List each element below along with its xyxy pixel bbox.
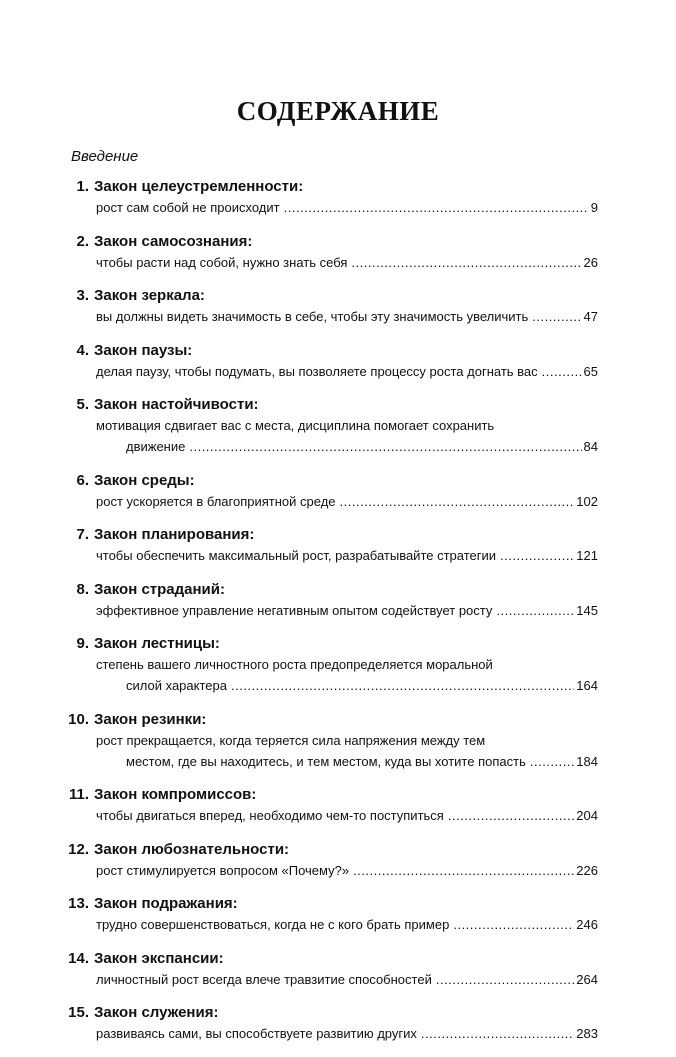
toc-entry	[0, 633, 676, 696]
toc-entry	[0, 285, 676, 327]
toc-entry-title: Закон настойчивости:	[94, 396, 259, 413]
toc-entry-page-number: 184	[576, 753, 598, 769]
toc-entry-title: Закон среды:	[94, 471, 195, 489]
toc-entry-subtitle: эффективное управление негативным опытом содействует росту	[96, 602, 493, 618]
toc-entry-number: 15.	[68, 1004, 89, 1021]
dot-leader	[189, 436, 581, 457]
dot-leader	[340, 491, 575, 512]
toc-entry-heading	[0, 285, 676, 306]
toc-entry-subtitle: местом, где вы находитесь, и тем местом, куда вы хотите попасть	[126, 753, 526, 769]
dot-leader	[421, 1023, 574, 1044]
dot-leader	[500, 545, 574, 566]
toc-entry	[0, 231, 676, 273]
toc-entry	[0, 176, 676, 218]
toc-entry-number: 8.	[76, 580, 89, 598]
toc-entry	[0, 784, 676, 826]
toc-entry-subtitle-line	[0, 361, 598, 382]
toc-entry-subtitle-line	[0, 914, 598, 935]
toc-entry-subtitle: рост стимулируется вопросом «Почему?»	[96, 862, 350, 878]
toc-entry-number: 14.	[68, 949, 89, 967]
toc-entry-subtitle: мотивация сдвигает вас с места, дисциплина помогает сохранить	[96, 418, 495, 433]
toc-entry-subtitle: развиваясь сами, вы способствуете развитию других	[96, 1026, 417, 1041]
toc-entry-heading	[0, 524, 676, 545]
toc-entry	[0, 1002, 676, 1044]
toc-entry-page-number: 65	[583, 363, 598, 379]
dot-leader	[448, 805, 574, 826]
toc-entry-page-number: 164	[576, 678, 598, 693]
toc-entry-subtitle-line	[0, 751, 598, 772]
toc-entry-subtitle: рост прекращается, когда теряется сила напряжения между тем	[96, 732, 486, 748]
toc-entry	[0, 839, 676, 881]
toc-entry-title: Закон лестницы:	[94, 635, 220, 652]
toc-entry-subtitle-line	[0, 969, 598, 990]
toc-entry-page-number: 9	[590, 200, 598, 215]
toc-entry-subtitle: движение	[126, 439, 186, 454]
toc-entry-number: 12.	[68, 840, 89, 858]
toc-entry-subtitle: рост сам собой не происходит	[96, 200, 280, 215]
toc-entry-heading	[0, 893, 676, 914]
toc-entry-subtitle-line	[0, 675, 598, 696]
toc-entry-subtitle-line	[0, 491, 598, 512]
dot-leader	[453, 914, 574, 935]
toc-entry-heading	[0, 839, 676, 860]
toc-entry	[0, 709, 676, 772]
toc-entry-page-number: 246	[576, 917, 598, 932]
toc-entry-subtitle: чтобы обеспечить максимальный рост, разрабатывайте стратегии	[96, 548, 497, 563]
toc-entry-number: 11.	[68, 786, 89, 803]
toc-entry-subtitle-line	[0, 545, 598, 566]
toc-entry-heading	[0, 579, 676, 600]
toc-entry-page-number: 226	[576, 862, 598, 878]
toc-entry-subtitle: силой характера	[126, 678, 227, 693]
dot-leader	[436, 969, 574, 990]
dot-leader	[351, 252, 581, 273]
dot-leader	[532, 306, 581, 327]
intro-heading: Введение	[71, 148, 139, 165]
toc-entry-subtitle-line	[0, 197, 598, 218]
toc-entry	[0, 948, 676, 990]
dot-leader	[530, 751, 574, 772]
toc-entry-heading	[0, 1002, 676, 1023]
toc-entry-heading	[0, 633, 676, 654]
toc-entry-title: Закон зеркала:	[94, 287, 205, 304]
toc-entry-subtitle: вы должны видеть значимость в себе, чтобы эту значимость увеличить	[96, 309, 529, 324]
toc-entry-page-number: 47	[583, 309, 598, 324]
toc-entry-number: 3.	[76, 287, 89, 304]
page-title: СОДЕРЖАНИЕ	[236, 96, 440, 126]
table-of-contents	[0, 176, 676, 1057]
toc-entry-title: Закон резинки:	[94, 710, 207, 728]
toc-entry-heading	[0, 394, 676, 415]
toc-entry	[0, 470, 676, 512]
toc-entry-number: 7.	[76, 526, 89, 543]
toc-entry-subtitle: личностный рост всегда влече травзитие способностей	[96, 971, 432, 987]
toc-entry-page-number: 121	[576, 548, 598, 563]
toc-entry-page-number: 204	[576, 808, 598, 823]
toc-entry-page-number: 264	[576, 971, 598, 987]
toc-entry-subtitle-line	[0, 436, 598, 457]
toc-entry-heading	[0, 231, 676, 252]
toc-entry-title: Закон служения:	[94, 1004, 219, 1021]
toc-entry	[0, 340, 676, 382]
toc-entry-number: 10.	[68, 710, 89, 728]
toc-entry-title: Закон компромиссов:	[94, 786, 257, 803]
toc-entry-subtitle-line	[0, 600, 598, 621]
toc-entry-title: Закон любознательности:	[94, 840, 290, 858]
toc-entry-page-number: 84	[583, 439, 598, 454]
toc-entry-subtitle: трудно совершенствоваться, когда не с кого брать пример	[96, 917, 450, 932]
toc-entry-subtitle-line	[0, 415, 496, 436]
toc-entry-subtitle-line	[0, 860, 598, 881]
toc-entry-subtitle-line	[0, 252, 598, 273]
toc-entry-page-number: 283	[576, 1026, 598, 1041]
toc-entry	[0, 893, 676, 935]
toc-entry-page-number: 102	[576, 493, 598, 509]
toc-entry-heading	[0, 709, 676, 730]
toc-entry-number: 13.	[68, 895, 89, 912]
toc-entry-heading	[0, 948, 676, 969]
toc-entry-number: 5.	[76, 396, 89, 413]
dot-leader	[284, 197, 589, 218]
toc-entry-subtitle: чтобы расти над собой, нужно знать себя	[96, 254, 348, 270]
toc-entry-number: 9.	[76, 635, 89, 652]
dot-leader	[353, 860, 574, 881]
toc-entry-heading	[0, 784, 676, 805]
toc-entry-page-number: 145	[576, 602, 598, 618]
toc-entry	[0, 524, 676, 566]
toc-entry-title: Закон страданий:	[94, 580, 225, 598]
toc-entry-subtitle-line	[0, 654, 496, 675]
toc-entry-subtitle: рост ускоряется в благоприятной среде	[96, 493, 336, 509]
toc-entry-subtitle-line	[0, 805, 598, 826]
toc-entry-number: 2.	[76, 232, 89, 250]
dot-leader	[496, 600, 574, 621]
toc-entry-title: Закон самосознания:	[94, 232, 253, 250]
toc-entry-subtitle: делая паузу, чтобы подумать, вы позволяете процессу роста догнать вас	[96, 363, 538, 379]
dot-leader	[231, 675, 574, 696]
toc-entry-subtitle-line	[0, 1023, 598, 1044]
toc-entry-title: Закон паузы:	[94, 341, 193, 359]
dot-leader	[542, 361, 582, 382]
toc-entry-title: Закон подражания:	[94, 895, 238, 912]
toc-entry-subtitle: чтобы двигаться вперед, необходимо чем-то поступиться	[96, 808, 444, 823]
toc-entry-subtitle-line	[0, 730, 496, 751]
toc-entry-title: Закон целеустремленности:	[94, 178, 304, 195]
toc-entry-subtitle-line	[0, 306, 598, 327]
toc-entry-title: Закон планирования:	[94, 526, 255, 543]
toc-entry-number: 1.	[76, 178, 89, 195]
toc-entry-heading	[0, 176, 676, 197]
toc-entry-number: 4.	[76, 341, 89, 359]
toc-entry-title: Закон экспансии:	[94, 949, 224, 967]
toc-entry-number: 6.	[76, 471, 89, 489]
toc-entry-page-number: 26	[583, 254, 598, 270]
toc-entry	[0, 394, 676, 457]
toc-entry-heading	[0, 470, 676, 491]
toc-entry	[0, 579, 676, 621]
toc-entry-subtitle: степень вашего личностного роста предопределяется моральной	[96, 657, 493, 672]
toc-entry-heading	[0, 340, 676, 361]
